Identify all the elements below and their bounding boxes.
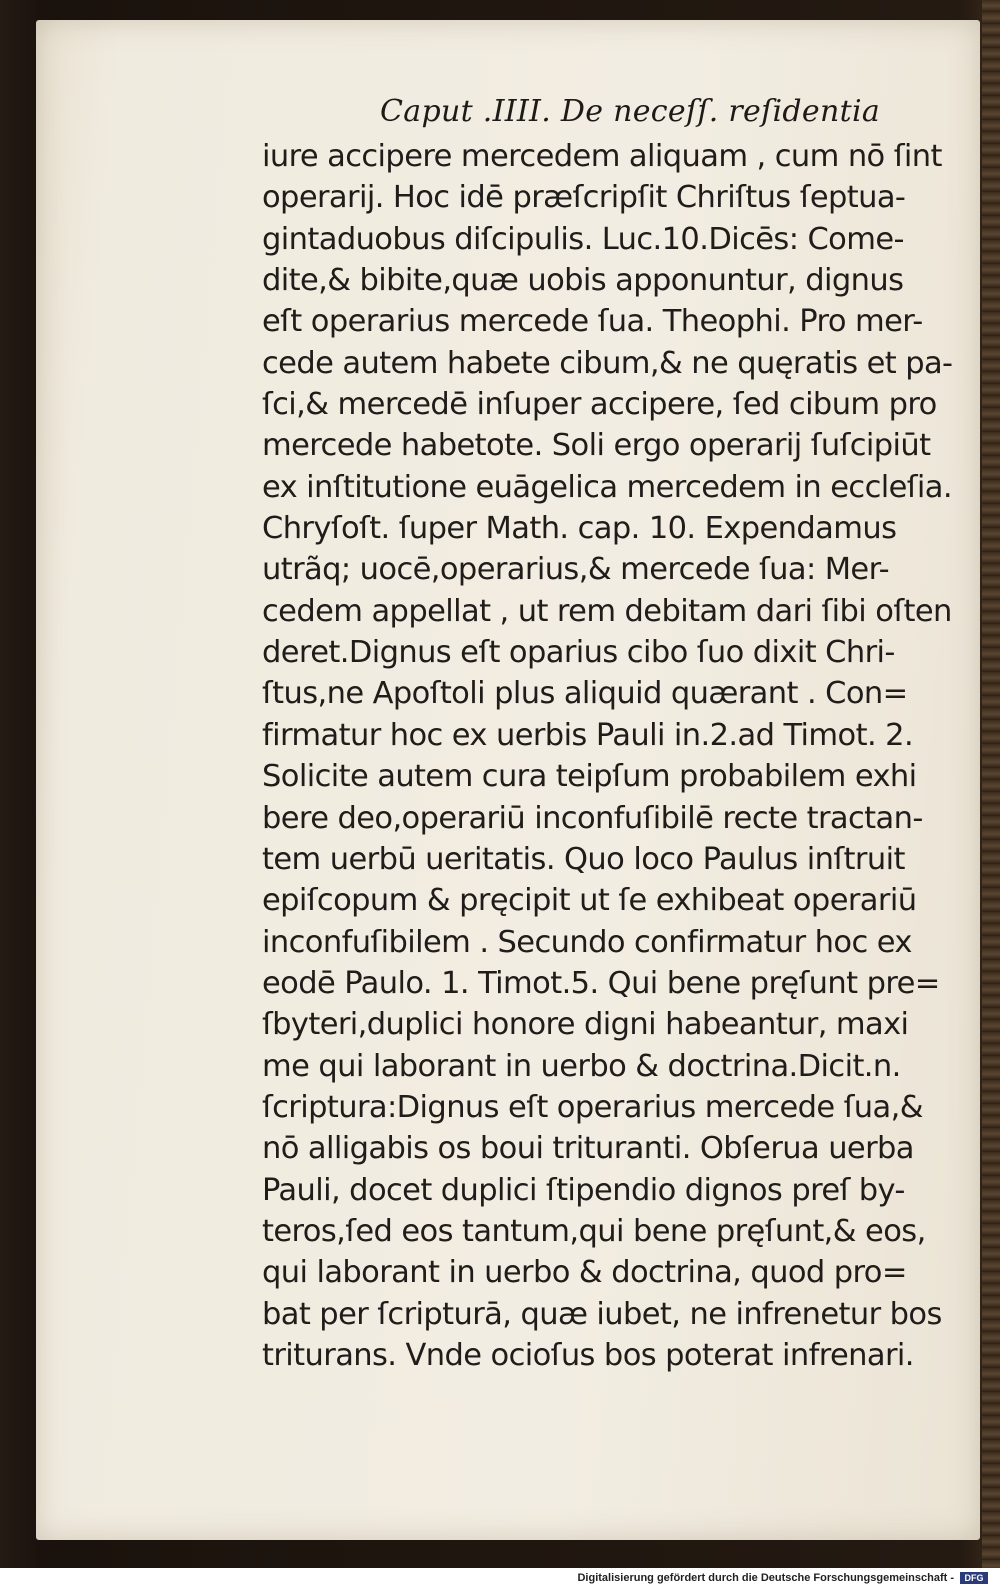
running-head: Caput .IIII. De neceſſ. reſidentia bbox=[380, 94, 881, 129]
text-line: qui laborant in uerbo & doctrina, quod pro= bbox=[262, 1255, 907, 1291]
text-line: eſt operarius mercede ſua. Theophi. Pro mer- bbox=[262, 304, 923, 340]
text-line: dite,& bibite,quæ uobis apponuntur, dignus bbox=[262, 263, 904, 299]
text-line: ſtus,ne Apoſtoli plus aliquid quærant . Con= bbox=[262, 676, 908, 712]
text-line: eodē Paulo. 1. Timot.5. Qui bene pręſunt pre= bbox=[262, 965, 940, 1001]
text-line: inconfuſibilem . Secundo confirmatur hoc ex bbox=[262, 924, 912, 960]
page-edge-stack bbox=[982, 0, 1000, 1568]
text-line: ſci,& mercedē inſuper accipere, ſed cibum pro bbox=[262, 387, 937, 423]
text-line: me qui laborant in uerbo & doctrina.Dicit.n. bbox=[262, 1048, 901, 1084]
text-line: teros,ſed eos tantum,qui bene pręſunt,& eos, bbox=[262, 1213, 926, 1249]
text-line: firmatur hoc ex uerbis Pauli in.2.ad Timot. 2. bbox=[262, 717, 914, 753]
text-line: nō alligabis os boui trituranti. Obſerua uerba bbox=[262, 1131, 914, 1167]
text-line: ſcriptura:Dignus eſt operarius mercede ſua,& bbox=[262, 1089, 923, 1125]
text-line: tem uerbū ueritatis. Quo loco Paulus inſtruit bbox=[262, 841, 905, 877]
text-line: Pauli, docet duplici ſtipendio dignos preſ by- bbox=[262, 1172, 905, 1208]
text-line: cede autem habete cibum,& ne quęratis et pa- bbox=[262, 345, 953, 381]
text-line: Solicite autem cura teipſum probabilem exhi bbox=[262, 759, 917, 795]
text-line: ſbyteri,duplici honore digni habeantur, maxi bbox=[262, 1007, 909, 1043]
text-line: utrãq; uocē,operarius,& mercede ſua: Mer- bbox=[262, 552, 889, 588]
text-line: operarij. Hoc idē præſcripſit Chriſtus ſeptua- bbox=[262, 180, 906, 216]
text-line: Chryſoſt. ſuper Math. cap. 10. Expendamus bbox=[262, 511, 897, 547]
dfg-logo-icon: DFG bbox=[960, 1572, 988, 1584]
text-line: triturans. Vnde ocioſus bos poterat infrenari. bbox=[262, 1337, 914, 1373]
text-line: bere deo,operariū inconfuſibilē recte tractan- bbox=[262, 800, 923, 836]
text-line: deret.Dignus eſt oparius cibo ſuo dixit Chri- bbox=[262, 635, 895, 671]
text-line: ex inſtitutione euāgelica mercedem in eccleſia. bbox=[262, 469, 952, 505]
body-text bbox=[262, 136, 962, 1376]
text-line: epiſcopum & pręcipit ut ſe exhibeat operariū bbox=[262, 883, 917, 919]
funding-credit: Digitalisierung gefördert durch die Deutsche Forschungsgemeinschaft - bbox=[577, 1572, 954, 1584]
text-line: mercede habetote. Soli ergo operarij ſuſcipiūt bbox=[262, 428, 931, 464]
text-line: bat per ſcripturā, quæ iubet, ne infrenetur bos bbox=[262, 1296, 942, 1332]
text-line: gintaduobus diſcipulis. Luc.10.Dicēs: Come- bbox=[262, 221, 904, 257]
text-line: cedem appellat , ut rem debitam dari ſibi oſten bbox=[262, 593, 952, 629]
text-line: iure accipere mercedem aliquam , cum nō ſint bbox=[262, 139, 942, 174]
